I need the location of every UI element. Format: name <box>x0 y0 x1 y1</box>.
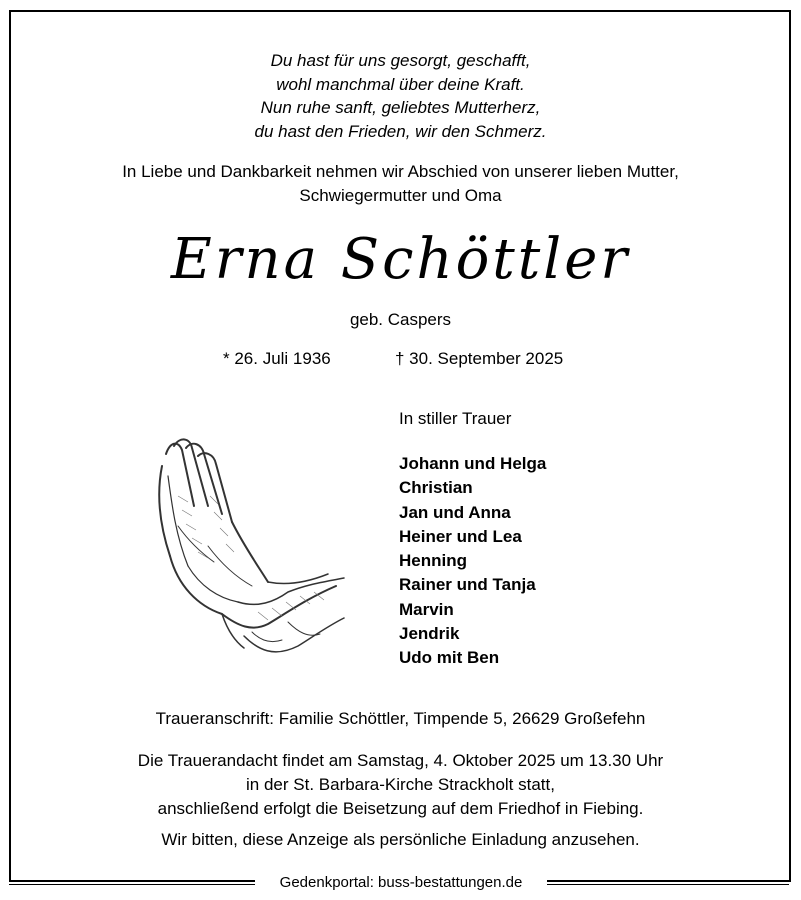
footer-divider-right <box>547 884 789 885</box>
list-item: Jan und Anna <box>399 502 511 522</box>
death-date: † 30. September 2025 <box>395 349 564 368</box>
service-line: anschließend erfolgt die Beisetzung auf dem Friedhof in Fiebing. <box>157 799 644 818</box>
poem-line: du hast den Frieden, wir den Schmerz. <box>254 121 547 141</box>
mourning-address: Traueranschrift: Familie Schöttler, Timpende 5, 26629 Großefehn <box>155 709 646 728</box>
service-line: in der St. Barbara-Kirche Strackholt statt, <box>246 775 555 794</box>
mourners-list <box>399 452 546 671</box>
poem-line: wohl manchmal über deine Kraft. <box>276 74 525 94</box>
memorial-portal-link[interactable]: Gedenkportal: buss-bestattungen.de <box>255 874 547 891</box>
birth-date: * 26. Juli 1936 <box>223 349 331 368</box>
list-item: Johann und Helga <box>399 454 547 473</box>
life-dates <box>0 349 801 373</box>
poem-line: Nun ruhe sanft, geliebtes Mutterherz, <box>260 98 541 117</box>
list-item: Henning <box>399 551 467 571</box>
list-item: Marvin <box>399 599 454 619</box>
list-item: Christian <box>399 478 473 498</box>
service-details <box>0 749 801 821</box>
intro-line: Schwiegermutter und Oma <box>299 186 502 205</box>
intro-text <box>0 160 801 208</box>
in-silent-mourning: In stiller Trauer <box>399 409 512 428</box>
service-line: Die Trauerandacht findet am Samstag, 4. Oktober 2025 um 13.30 Uhr <box>137 751 664 770</box>
poem <box>0 49 801 143</box>
invitation-note: Wir bitten, diese Anzeige als persönliche Einladung anzusehen. <box>161 830 640 849</box>
poem-line: Du hast für uns gesorgt, geschafft, <box>270 51 531 70</box>
intro-line: In Liebe und Dankbarkeit nehmen wir Abschied von unserer lieben Mutter, <box>122 162 679 181</box>
list-item: Heiner und Lea <box>399 526 522 546</box>
list-item: Rainer und Tanja <box>399 575 536 595</box>
list-item: Udo mit Ben <box>399 648 500 668</box>
praying-hands-icon <box>148 436 348 662</box>
list-item: Jendrik <box>399 624 460 644</box>
footer-divider-left <box>9 884 255 885</box>
birth-name: geb. Caspers <box>349 310 452 329</box>
deceased-name: Erna Schöttler <box>170 227 631 292</box>
